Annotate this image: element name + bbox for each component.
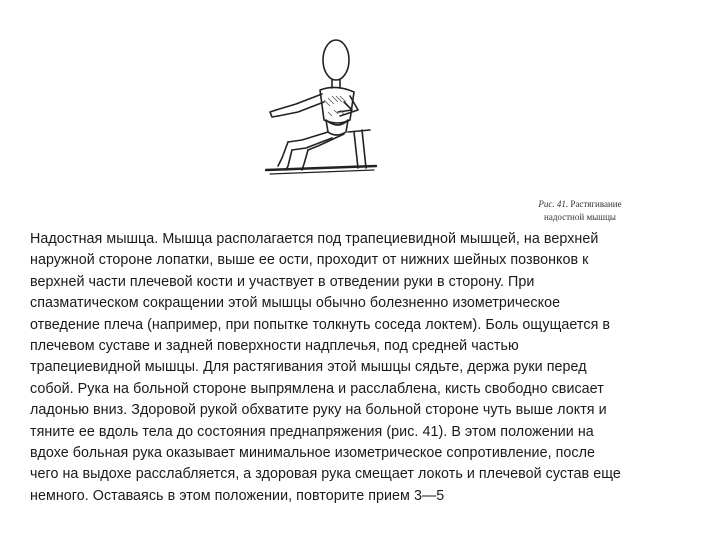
text-line: отведение плеча (например, при попытке толкнуть соседа локтем). Боль ощущается в [30,316,611,333]
illustration-seated-mannequin [258,20,622,222]
text-line: собой. Рука на больной стороне выпрямлена и расслаблена, кисть свободно свисает [30,380,604,397]
text-line: немного. Оставаясь в этом положении, повторите прием 3—5 [30,487,445,504]
body-paragraph [30,229,702,507]
text-line: ладонью вниз. Здоровой рукой обхватите руку на больной стороне чуть выше локтя и [30,402,607,419]
text-line: вдохе больная рука оказывает минимальное изометрическое сопротивление, после [30,445,596,462]
text-line: наружной стороне лопатки, выше ее ости, проходит от нижних шейных позвонков к [30,252,589,269]
figure-caption-line1: Растягивание [570,199,622,209]
figure-number: Рис. 41. [538,199,569,209]
mannequin-drawing [258,20,388,180]
text-line: чего на выдохе расслабляется, а здоровая рука смещает локоть и плечевой сустав еще [30,466,621,483]
text-line: спазматическом сокращении этой мышцы обычно болезненно изометрическое [30,295,561,312]
figure-caption-line2: надостной мышцы [544,212,616,222]
text-line: тяните ее вдоль тела до состояния преднапряжения (рис. 41). В этом положении на [30,423,594,440]
text-line: верхней части плечевой кости и участвует в отведении руки в сторону. При [30,273,535,290]
text-line: Надостная мышца. Мышца располагается под трапециевидной мышцей, на верхней [30,231,599,247]
figure-caption [520,198,640,224]
text-line: плечевом суставе и задней поверхности надплечья, под средней частью [30,338,519,355]
text-line: трапециевидной мышцы. Для растягивания этой мышцы сядьте, держа руки перед [30,359,587,376]
